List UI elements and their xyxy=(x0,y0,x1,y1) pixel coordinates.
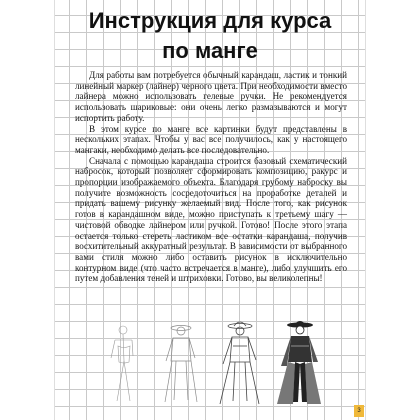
body-text xyxy=(75,70,347,284)
drawing-stages-illustration xyxy=(93,316,333,406)
paragraph-stages: В этом курсе по манге все картинки будут представлены в нескольких этапах. Чтобы у вас все получилось, как у настоящего мангаки, необходимо делать все последовательно. xyxy=(75,123,347,155)
stage-3-outline xyxy=(220,322,259,404)
paragraph-materials: Для работы вам потребуется обычный карандаш, ластик и тонкий линейный маркер (лайнер) черного цвета. При необходимости вместо лайнера можно использовать гелевые ручки. Не рекомендуется использовать шариковые: они очень легко размазываются и могут испортить работу. xyxy=(75,70,347,123)
stage-2-pencil xyxy=(165,326,197,403)
page-number: 3 xyxy=(354,405,364,417)
title-line-2: по манге xyxy=(162,38,258,63)
book-page xyxy=(55,0,365,420)
paragraph-process: Сначала с помощью карандаша строится базовый схематический набросок, который позволяет сформировать композицию, ракурс и пропорции изображаемого объекта. Благодаря грубому наброску вы получите возможность сосредоточиться на проработке деталей и придать вашему рисунку желаемый вид. После того, как рисунок готов в карандашном виде, можно приступать к третьему шагу — чистовой обводке лайнером или ручкой. Готово! После этого этапа остается только стереть ластиком все остатки карандаша, получив восхитительный аккуратный результат. В зависимости от выбранного вами стиля можно либо оставить рисунок в исключительно контурном виде (что часто встречается в манге), либо улучшить его путем добавления теней и штриховки. Готово, вы великолепны! xyxy=(75,155,347,284)
title-line-1: Инструкция для курса xyxy=(88,8,332,33)
page-title xyxy=(55,6,365,66)
stage-1-sketch xyxy=(111,326,133,401)
stage-4-final xyxy=(277,321,321,404)
